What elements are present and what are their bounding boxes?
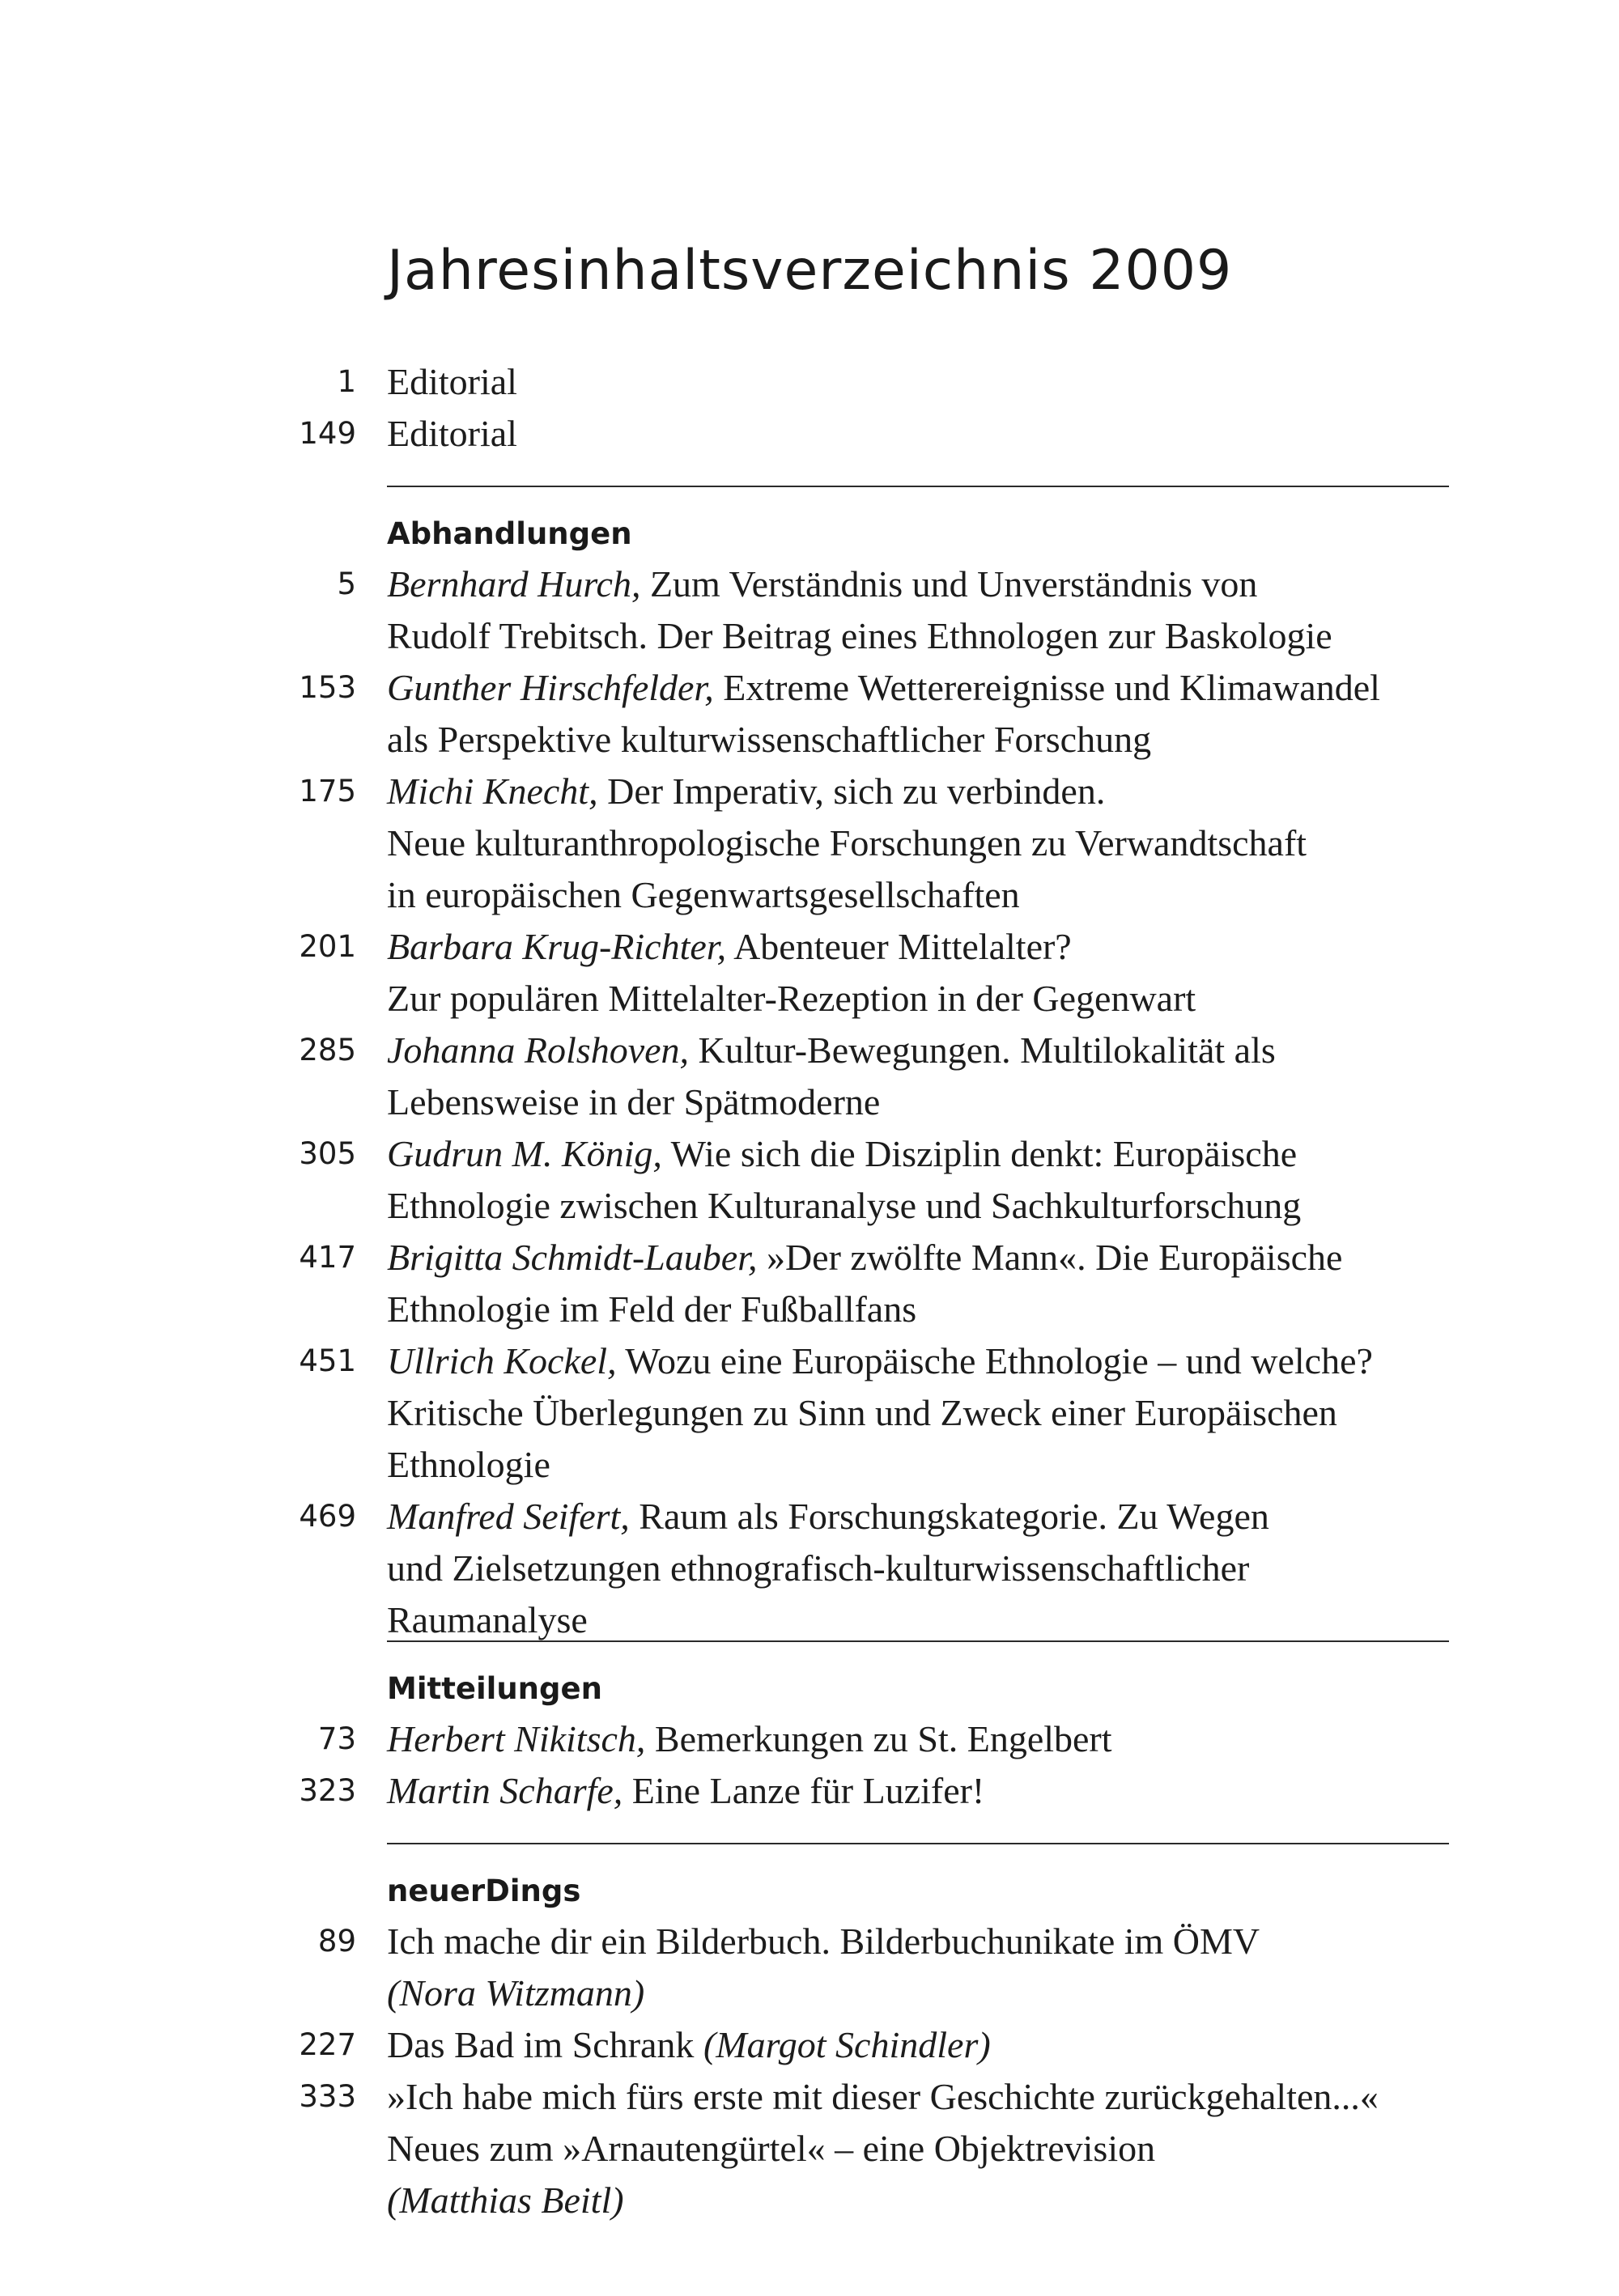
entry-text	[387, 817, 1464, 869]
author-name: (Nora Witzmann)	[387, 1972, 645, 2014]
toc-entry	[0, 2071, 1619, 2123]
entry-title: Zur populären Mittelalter-Rezeption in der Gegenwart	[387, 978, 1196, 1019]
entry-title: Abenteuer Mittelalter?	[733, 926, 1072, 967]
page-number: 451	[299, 1343, 356, 1378]
entry-text	[387, 869, 1464, 921]
entry-text	[387, 973, 1464, 1025]
toc-entry	[0, 558, 1619, 610]
entry-title: »Der zwölfte Mann«. Die Europäische	[766, 1237, 1343, 1278]
page-number: 285	[299, 1033, 356, 1067]
author-name: Barbara Krug-Richter,	[387, 926, 727, 967]
entry-title: Wozu eine Europäische Ethnologie – und welche?	[625, 1340, 1373, 1381]
toc-entry	[0, 1491, 1619, 1543]
entry-text	[387, 2123, 1464, 2175]
entry-title: Raumanalyse	[387, 1599, 588, 1640]
toc-entry-continuation	[0, 1180, 1619, 1232]
divider	[387, 1640, 1449, 1642]
page-number: 201	[299, 929, 356, 964]
page-title: Jahresinhaltsverzeichnis 2009	[387, 239, 1233, 303]
entry-title: Raum als Forschungskategorie. Zu Wegen	[639, 1496, 1269, 1537]
author-name: (Matthias Beitl)	[387, 2179, 624, 2221]
toc-entry	[0, 1232, 1619, 1284]
toc-entry-continuation	[0, 869, 1619, 921]
author-name: Johanna Rolshoven,	[387, 1029, 690, 1071]
page-number: 149	[299, 416, 356, 451]
entry-text	[387, 1967, 1464, 2019]
toc-entry-continuation	[0, 2175, 1619, 2226]
entry-text	[387, 1232, 1464, 1284]
entry-title: Wie sich die Disziplin denkt: Europäische	[670, 1133, 1298, 1174]
editorial-entry	[0, 408, 1619, 460]
author-name: Gudrun M. König,	[387, 1133, 662, 1174]
entry-text	[387, 1713, 1464, 1765]
toc-entry-continuation	[0, 610, 1619, 662]
entry-text	[387, 2175, 1464, 2226]
divider	[387, 1843, 1449, 1844]
entry-text	[387, 1128, 1464, 1180]
section-mitteilungen	[0, 1663, 1619, 1817]
entry-title: Ich mache dir ein Bilderbuch. Bilderbuchunikate im ÖMV	[387, 1920, 1260, 1962]
page-number: 5	[337, 567, 356, 601]
entry-title: in europäischen Gegenwartsgesellschaften	[387, 874, 1020, 915]
toc-entry	[0, 766, 1619, 817]
entry-text	[387, 714, 1464, 766]
editorial-list	[0, 356, 1619, 460]
toc-entry-continuation	[0, 1387, 1619, 1439]
entry-text	[387, 1387, 1464, 1439]
entry-title: Bemerkungen zu St. Engelbert	[654, 1718, 1112, 1759]
toc-entry	[0, 1025, 1619, 1076]
toc-entry-continuation	[0, 973, 1619, 1025]
toc-entry-continuation	[0, 714, 1619, 766]
page-number: 73	[317, 1721, 356, 1756]
entry-title: Editorial	[387, 361, 517, 402]
divider	[387, 486, 1449, 487]
page-number: 1	[337, 364, 356, 399]
entry-text	[387, 1543, 1464, 1594]
author-name: Herbert Nikitsch,	[387, 1718, 646, 1759]
entry-text	[387, 1916, 1464, 1967]
entry-title: Eine Lanze für Luzifer!	[631, 1770, 985, 1811]
entry-title: Zum Verständnis und Unverständnis von	[649, 563, 1258, 605]
page-number: 323	[299, 1773, 356, 1808]
entry-text	[387, 662, 1464, 714]
entry-text	[387, 921, 1464, 973]
toc-entry	[0, 2019, 1619, 2071]
toc-entry-continuation	[0, 1076, 1619, 1128]
author-name: Manfred Seifert,	[387, 1496, 630, 1537]
entry-title: Kultur-Bewegungen. Multilokalität als	[698, 1029, 1276, 1071]
toc-entry-continuation	[0, 1284, 1619, 1335]
author-name: Ullrich Kockel,	[387, 1340, 617, 1381]
entry-title: Lebensweise in der Spätmoderne	[387, 1081, 881, 1123]
entry-text	[387, 558, 1464, 610]
entry-text	[387, 1335, 1464, 1387]
entry-title: Ethnologie im Feld der Fußballfans	[387, 1288, 917, 1330]
entry-title: Neue kulturanthropologische Forschungen zu Verwandtschaft	[387, 822, 1307, 864]
page-number: 227	[299, 2027, 356, 2062]
entry-text	[387, 1765, 1464, 1817]
entry-text	[387, 1076, 1464, 1128]
toc-entry	[0, 1713, 1619, 1765]
section-heading	[0, 508, 1619, 558]
section-neuerdings	[0, 1865, 1619, 2226]
page-number: 153	[299, 670, 356, 705]
toc-entry-continuation	[0, 817, 1619, 869]
section-heading-text: Abhandlungen	[387, 516, 632, 551]
entry-title: als Perspektive kulturwissenschaftlicher Forschung	[387, 719, 1152, 760]
entry-title: Editorial	[387, 413, 517, 454]
entry-text	[387, 1439, 1464, 1491]
toc-entry-continuation	[0, 1594, 1619, 1646]
toc-entry-continuation	[0, 1543, 1619, 1594]
toc-entry	[0, 1128, 1619, 1180]
entry-text	[387, 1180, 1464, 1232]
section-abhandlungen	[0, 508, 1619, 1646]
section-heading-text: Mitteilungen	[387, 1671, 602, 1706]
entry-text	[387, 2071, 1464, 2123]
entry-title: Rudolf Trebitsch. Der Beitrag eines Ethnologen zur Baskologie	[387, 615, 1332, 656]
author-name: Brigitta Schmidt-Lauber,	[387, 1237, 758, 1278]
entry-title: Der Imperativ, sich zu verbinden.	[607, 770, 1106, 812]
editorial-entry	[0, 356, 1619, 408]
author-name: Gunther Hirschfelder,	[387, 667, 714, 708]
entry-title: Extreme Wetterereignisse und Klimawandel	[723, 667, 1380, 708]
entry-title: »Ich habe mich fürs erste mit dieser Geschichte zurückgehalten...«	[387, 2076, 1379, 2117]
toc-entry	[0, 1916, 1619, 1967]
entry-text	[387, 1594, 1464, 1646]
entry-title: Kritische Überlegungen zu Sinn und Zweck einer Europäischen	[387, 1392, 1337, 1433]
page-number: 333	[299, 2079, 356, 2114]
section-heading-text: neuerDings	[387, 1874, 581, 1908]
section-heading	[0, 1865, 1619, 1916]
author-name: Michi Knecht,	[387, 770, 598, 812]
author-name: Bernhard Hurch,	[387, 563, 641, 605]
page-number: 89	[317, 1924, 356, 1959]
page-number: 175	[299, 774, 356, 808]
toc-entry-continuation	[0, 1967, 1619, 2019]
author-name: (Margot Schindler)	[703, 2024, 991, 2065]
entry-title: Neues zum »Arnautengürtel« – eine Objektrevision	[387, 2128, 1156, 2169]
entry-text	[387, 1284, 1464, 1335]
entry-text	[387, 766, 1464, 817]
entry-text	[387, 2019, 1464, 2071]
entry-title: Ethnologie	[387, 1444, 550, 1485]
entry-text	[387, 610, 1464, 662]
entry-title: und Zielsetzungen ethnografisch-kulturwissenschaftlicher	[387, 1547, 1250, 1589]
section-heading	[0, 1663, 1619, 1713]
toc-entry	[0, 662, 1619, 714]
page-number: 417	[299, 1240, 356, 1275]
toc-entry	[0, 1765, 1619, 1817]
page-number: 305	[299, 1136, 356, 1171]
toc-entry	[0, 1335, 1619, 1387]
entry-text	[387, 1491, 1464, 1543]
entry-title: Das Bad im Schrank	[387, 2024, 703, 2065]
toc-entry	[0, 921, 1619, 973]
entry-text	[387, 1025, 1464, 1076]
page-number: 469	[299, 1499, 356, 1534]
entry-title: Ethnologie zwischen Kulturanalyse und Sachkulturforschung	[387, 1185, 1302, 1226]
toc-entry-continuation	[0, 2123, 1619, 2175]
toc-entry-continuation	[0, 1439, 1619, 1491]
author-name: Martin Scharfe,	[387, 1770, 623, 1811]
